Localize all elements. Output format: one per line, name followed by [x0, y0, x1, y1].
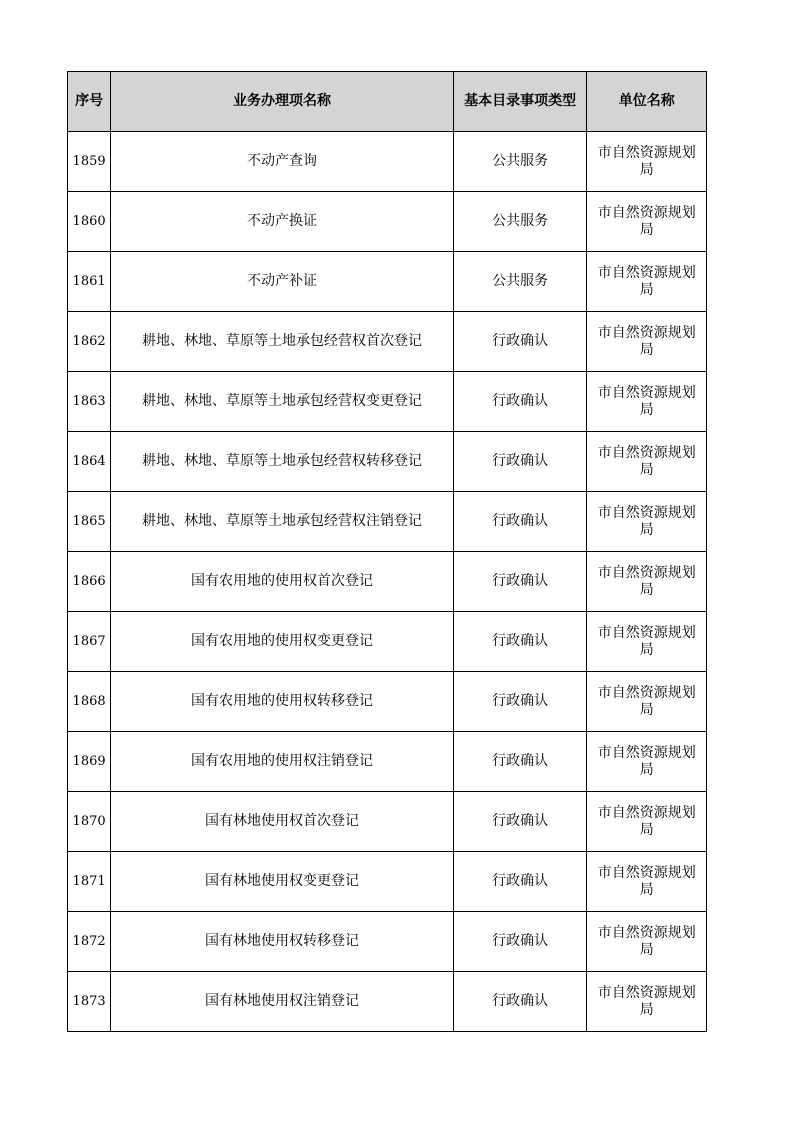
item-type-cell: 行政确认: [453, 312, 587, 372]
unit-name-cell: 市自然资源规划局: [587, 252, 707, 312]
table-row: [68, 312, 707, 372]
item-type-cell: 行政确认: [453, 912, 587, 972]
item-type-cell: 公共服务: [453, 132, 587, 192]
item-name-cell: 不动产补证: [111, 252, 454, 312]
unit-name-cell: 市自然资源规划局: [587, 792, 707, 852]
header-name: 业务办理项名称: [111, 72, 454, 132]
item-name-cell: 耕地、林地、草原等土地承包经营权首次登记: [111, 312, 454, 372]
table-row: [68, 192, 707, 252]
table-row: [68, 972, 707, 1032]
unit-name-cell: 市自然资源规划局: [587, 372, 707, 432]
unit-name-cell: 市自然资源规划局: [587, 132, 707, 192]
item-name-cell: 国有林地使用权注销登记: [111, 972, 454, 1032]
seq-cell: 1868: [68, 672, 111, 732]
item-type-cell: 行政确认: [453, 432, 587, 492]
seq-cell: 1869: [68, 732, 111, 792]
item-type-cell: 行政确认: [453, 792, 587, 852]
table-row: [68, 492, 707, 552]
table-row: [68, 552, 707, 612]
item-name-cell: 耕地、林地、草原等土地承包经营权转移登记: [111, 432, 454, 492]
seq-cell: 1867: [68, 612, 111, 672]
item-name-cell: 不动产换证: [111, 192, 454, 252]
header-row: [68, 72, 707, 132]
unit-name-cell: 市自然资源规划局: [587, 972, 707, 1032]
seq-cell: 1861: [68, 252, 111, 312]
seq-cell: 1870: [68, 792, 111, 852]
item-type-cell: 行政确认: [453, 672, 587, 732]
item-name-cell: 国有农用地的使用权注销登记: [111, 732, 454, 792]
table-header: [68, 72, 707, 132]
item-name-cell: 不动产查询: [111, 132, 454, 192]
seq-cell: 1859: [68, 132, 111, 192]
table-row: [68, 132, 707, 192]
item-name-cell: 国有林地使用权首次登记: [111, 792, 454, 852]
header-unit: 单位名称: [587, 72, 707, 132]
seq-cell: 1871: [68, 852, 111, 912]
seq-cell: 1872: [68, 912, 111, 972]
header-type: 基本目录事项类型: [453, 72, 587, 132]
unit-name-cell: 市自然资源规划局: [587, 852, 707, 912]
table-body: [68, 132, 707, 1032]
table-row: [68, 792, 707, 852]
unit-name-cell: 市自然资源规划局: [587, 492, 707, 552]
unit-name-cell: 市自然资源规划局: [587, 192, 707, 252]
item-type-cell: 行政确认: [453, 492, 587, 552]
unit-name-cell: 市自然资源规划局: [587, 672, 707, 732]
unit-name-cell: 市自然资源规划局: [587, 912, 707, 972]
table-row: [68, 912, 707, 972]
item-type-cell: 行政确认: [453, 852, 587, 912]
seq-cell: 1863: [68, 372, 111, 432]
item-name-cell: 耕地、林地、草原等土地承包经营权注销登记: [111, 492, 454, 552]
seq-cell: 1860: [68, 192, 111, 252]
item-type-cell: 行政确认: [453, 372, 587, 432]
item-type-cell: 公共服务: [453, 192, 587, 252]
seq-cell: 1866: [68, 552, 111, 612]
seq-cell: 1864: [68, 432, 111, 492]
unit-name-cell: 市自然资源规划局: [587, 732, 707, 792]
item-type-cell: 公共服务: [453, 252, 587, 312]
unit-name-cell: 市自然资源规划局: [587, 612, 707, 672]
table-row: [68, 612, 707, 672]
item-type-cell: 行政确认: [453, 612, 587, 672]
table-row: [68, 732, 707, 792]
table-row: [68, 252, 707, 312]
service-items-table: [67, 71, 707, 1032]
table-row: [68, 852, 707, 912]
unit-name-cell: 市自然资源规划局: [587, 552, 707, 612]
item-name-cell: 国有林地使用权转移登记: [111, 912, 454, 972]
table-row: [68, 372, 707, 432]
table-row: [68, 672, 707, 732]
unit-name-cell: 市自然资源规划局: [587, 312, 707, 372]
item-name-cell: 国有农用地的使用权变更登记: [111, 612, 454, 672]
item-name-cell: 耕地、林地、草原等土地承包经营权变更登记: [111, 372, 454, 432]
table-row: [68, 432, 707, 492]
item-name-cell: 国有农用地的使用权转移登记: [111, 672, 454, 732]
seq-cell: 1862: [68, 312, 111, 372]
header-seq: 序号: [68, 72, 111, 132]
item-type-cell: 行政确认: [453, 972, 587, 1032]
item-type-cell: 行政确认: [453, 732, 587, 792]
seq-cell: 1865: [68, 492, 111, 552]
unit-name-cell: 市自然资源规划局: [587, 432, 707, 492]
seq-cell: 1873: [68, 972, 111, 1032]
item-type-cell: 行政确认: [453, 552, 587, 612]
item-name-cell: 国有林地使用权变更登记: [111, 852, 454, 912]
item-name-cell: 国有农用地的使用权首次登记: [111, 552, 454, 612]
